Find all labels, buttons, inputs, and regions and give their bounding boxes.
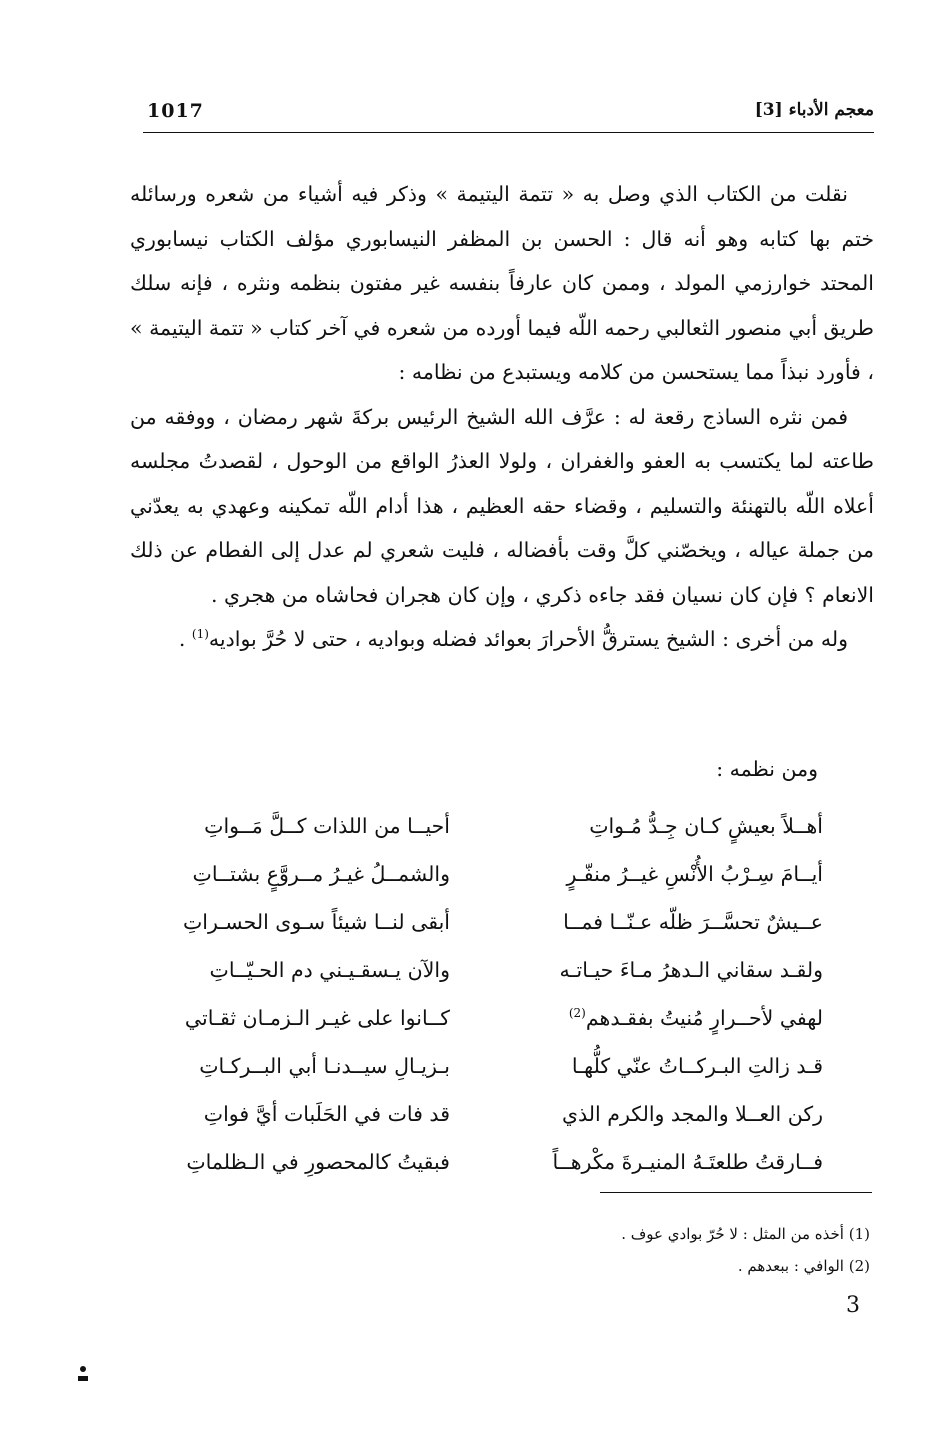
footnote-1: (1) أخذه من المثل : لا حُرّ بوادي عوف . bbox=[621, 1225, 870, 1243]
verse bbox=[150, 1090, 823, 1138]
footnote-ref-2: (2) bbox=[568, 1006, 586, 1021]
verse bbox=[150, 1138, 823, 1186]
margin-mark-icon bbox=[78, 1366, 88, 1381]
signature-number: 3 bbox=[846, 1293, 860, 1318]
verse-first-hemistich: عــيشٌ تحسَّــرَ ظلّه عـنّــا فمــا bbox=[563, 910, 823, 934]
verse-first-hemistich: أيــامَ سِـرْبُ الأُنْسِ غيــرُ منفّـرٍ bbox=[566, 862, 823, 886]
verse-first-hemistich: قـد زالتِ البـركــاتُ عنّي كلُّهـا bbox=[571, 1054, 823, 1078]
verse bbox=[150, 946, 823, 994]
verse-second-hemistich: والشمــلُ غيـرُ مــروَّعٍ بشتــاتِ bbox=[192, 862, 450, 886]
poem-intro: ومن نظمه : bbox=[716, 757, 818, 781]
paragraph-3-text: وله من أخرى : الشيخ يسترقُّ الأحرارَ بعوائد فضله وبواديه ، حتى لا حُرَّ بواديه bbox=[208, 627, 848, 651]
paragraph-1: نقلت من الكتاب الذي وصل به « تتمة اليتيمة » وذكر فيه أشياء من شعره ورسائله ختم بها كتابه وهو أنه قال : الحسن بن المظفر النيسابوري مؤلف الكتاب نيسابوري المحتد خوارزمي المولد ، وممن كان عارفاً بنفسه غير مفتون بنظمه ونثره ، فإنه سلك طريق أبي منصور الثعالبي رحمه اللّه فيما أورده من شعره في آخر كتاب « تتمة اليتيمة » ، فأورد نبذاً مما يستحسن من كلامه ويستبدع من نظامه : bbox=[130, 182, 874, 384]
paragraph-2: فمن نثره الساذج رقعة له : عرَّف الله الشيخ الرئيس بركةَ شهر رمضان ، ووفقه من طاعته لما يكتسب به العفو والغفران ، ولولا العذرُ الواقع من الوحول ، لقصدتُ مجلسه أعلاه اللّه بالتهنئة والتسليم ، وقضاء حقه العظيم ، هذا أدام اللّه تمكينه وعهدي به يعدّني من جملة عياله ، ويخصّني كلَّ وقت بأفضاله ، فليت شعري لم عدل إلى الفطام عن ذلك الانعام ؟ فإن كان نسيان فقد جاءه ذكري ، وإن كان هجران فحاشاه من هجري . bbox=[130, 404, 874, 607]
verse-first-hemistich: ركن العــلا والمجد والكرم الذي bbox=[561, 1102, 823, 1126]
page-number: 1017 bbox=[147, 100, 204, 122]
footnotes bbox=[621, 1218, 870, 1282]
verse-second-hemistich: أبقى لنــا شيئاً سـوى الحسـراتِ bbox=[182, 910, 450, 934]
verse-second-hemistich: قد فات في الحَلَبات أيَّ فواتِ bbox=[203, 1102, 450, 1126]
paragraph-3-end: . bbox=[178, 627, 192, 651]
verse-second-hemistich: كــانوا على غيـر الـزمـان ثقـاتي bbox=[184, 1006, 450, 1030]
verse-second-hemistich: بـزيـالِ سيــدنـا أبي البــركـاتِ bbox=[199, 1054, 450, 1078]
paragraph-3 bbox=[130, 617, 874, 662]
verse bbox=[150, 994, 823, 1042]
footnote-ref-1: (1) bbox=[191, 627, 209, 642]
poem-verses bbox=[150, 802, 823, 1186]
verse bbox=[150, 898, 823, 946]
verse bbox=[150, 850, 823, 898]
running-title: معجم الأدباء [3] bbox=[754, 100, 874, 120]
verse-second-hemistich: أحيــا من اللذات كــلَّ مَــواتِ bbox=[204, 814, 450, 838]
footnote-2: (2) الوافي : ببعدهم . bbox=[737, 1257, 870, 1275]
verse bbox=[150, 802, 823, 850]
header-divider bbox=[143, 132, 874, 133]
verse-first-hemistich: أهــلاً بعيشٍ كـان جِـدُّ مُـواتِ bbox=[589, 814, 823, 838]
verse-first-hemistich: ولقـد سقاني الـدهرُ مـاءَ حيـاتـه bbox=[559, 958, 823, 982]
verse-second-hemistich: والآن يـسقـيـني دم الحـيّــاتِ bbox=[209, 958, 450, 982]
body-text bbox=[130, 172, 874, 662]
footnote-divider bbox=[600, 1192, 872, 1193]
verse-first-hemistich bbox=[523, 1006, 823, 1030]
verse bbox=[150, 1042, 823, 1090]
verse-first-hemistich: فــارقتُ طلعتَـهُ المنيـرةَ مكْرهــاً bbox=[552, 1150, 823, 1174]
verse-first-text: لهفي لأحــرارٍ مُنيتُ بفقـدهم bbox=[585, 1006, 823, 1030]
verse-second-hemistich: فبقيتُ كالمحصورِ في الـظلماتِ bbox=[186, 1150, 450, 1174]
